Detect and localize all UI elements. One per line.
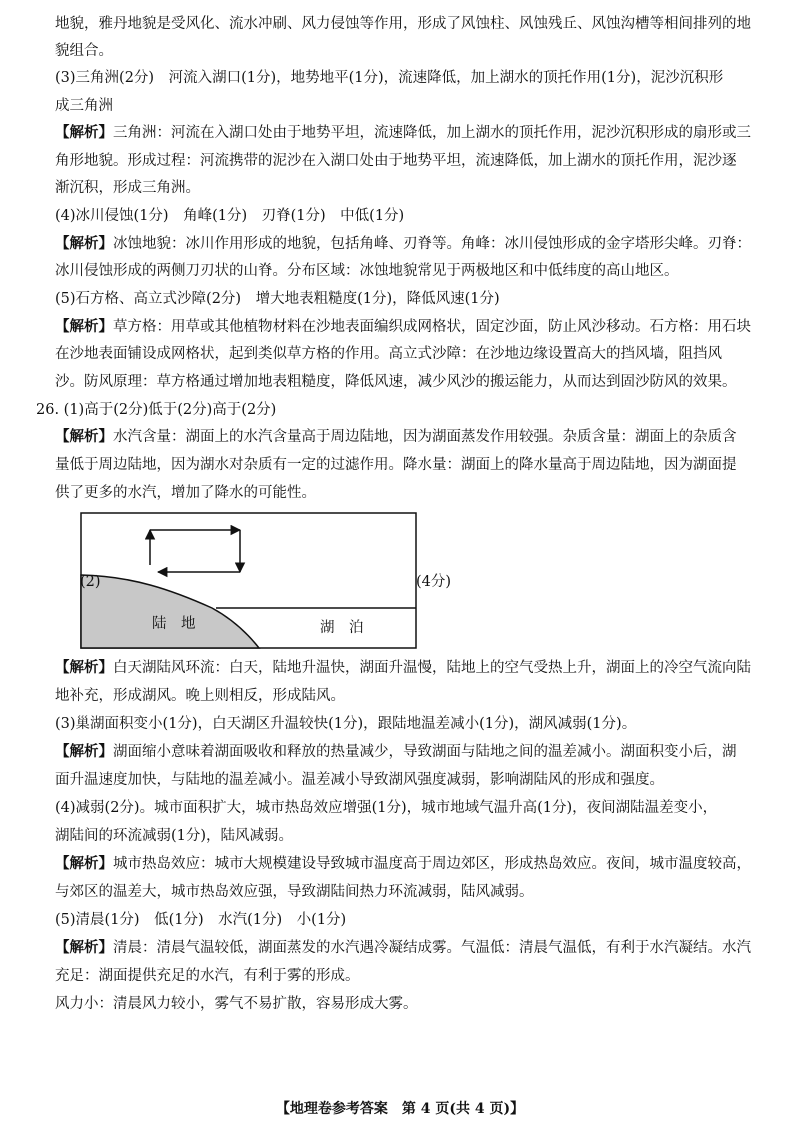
answer-line: (3)巢湖面积变小(1分)，白天湖区升温较快(1分)，跟陆地温差减小(1分)，湖风减弱(1分)。 <box>55 716 637 732</box>
text-line: 渐沉积，形成三角洲。 <box>55 180 200 196</box>
text-line: 面升温速度加快，与陆地的温差减小。温差减小导致湖风强度减弱，影响湖陆风的形成和强度。 <box>55 772 664 788</box>
answer-line: (4)减弱(2分)。城市面积扩大，城市热岛效应增强(1分)，城市地域气温升高(1分)，夜间湖陆温差变小， <box>55 800 718 816</box>
land-shape <box>81 575 259 648</box>
analysis-line: 【解析】冰蚀地貌：冰川作用形成的地貌，包括角峰、刃脊等。角峰：冰川侵蚀形成的金字塔形尖峰。刃脊： <box>55 235 751 252</box>
analysis-label: 【解析】 <box>55 855 113 872</box>
diagram-svg <box>52 512 472 652</box>
text-line: 量低于周边陆地，因为湖水对杂质有一定的过滤作用。降水量：湖面上的降水量高于周边陆地，因为湖面提 <box>55 457 737 473</box>
text-line: 充足：湖面提供充足的水汽，有利于雾的形成。 <box>55 968 360 984</box>
analysis-line: 【解析】湖面缩小意味着湖面吸收和释放的热量减少，导致湖面与陆地之间的温差减小。湖面积变小后，湖 <box>55 743 737 760</box>
analysis-line: 【解析】三角洲：河流在入湖口处由于地势平坦，流速降低，加上湖水的顶托作用，泥沙沉积形成的扇形或三 <box>55 124 751 141</box>
answer-line: 成三角洲 <box>55 98 113 114</box>
lake-label: 湖 泊 <box>320 620 364 636</box>
text-line: 沙。防风原理：草方格通过增加地表粗糙度，降低风速，减少风沙的搬运能力，从而达到固沙防风的效果。 <box>55 374 737 390</box>
text-line: 地补充，形成湖风。晚上则相反，形成陆风。 <box>55 688 345 704</box>
text-line: 地貌，雅丹地貌是受风化、流水冲刷、风力侵蚀等作用，形成了风蚀柱、风蚀残丘、风蚀沟槽等相间排列的地 <box>55 16 751 32</box>
answer-line: (4)冰川侵蚀(1分) 角峰(1分) 刃脊(1分) 中低(1分) <box>55 208 405 224</box>
score-label: (4分) <box>416 574 452 590</box>
text-line: 冰川侵蚀形成的两侧刀刃状的山脊。分布区域：冰蚀地貌常见于两极地区和中低纬度的高山地区。 <box>55 263 679 279</box>
text-line: 湖陆间的环流减弱(1分)，陆风减弱。 <box>55 828 294 844</box>
analysis-label: 【解析】 <box>55 428 113 445</box>
analysis-label: 【解析】 <box>55 659 113 676</box>
text-line: 与郊区的温差大，城市热岛效应强，导致湖陆间热力环流减弱，陆风减弱。 <box>55 884 534 900</box>
answer-line: (5)清晨(1分) 低(1分) 水汽(1分) 小(1分) <box>55 912 347 928</box>
analysis-label: 【解析】 <box>55 318 113 335</box>
analysis-label: 【解析】 <box>55 235 113 252</box>
page-footer: 【地理卷参考答案 第 4 页(共 4 页)】 <box>275 1101 525 1117</box>
answer-line: (5)石方格、高立式沙障(2分) 增大地表粗糙度(1分)，降低风速(1分) <box>55 291 500 307</box>
analysis-line: 【解析】草方格：用草或其他植物材料在沙地表面编织成网格状，固定沙面，防止风沙移动。石方格：用石块 <box>55 318 751 335</box>
analysis-line: 【解析】水汽含量：湖面上的水汽含量高于周边陆地，因为湖面蒸发作用较强。杂质含量：湖面上的杂质含 <box>55 428 737 445</box>
text-line: 角形地貌。形成过程：河流携带的泥沙在入湖口处由于地势平坦，流速降低，加上湖水的顶托作用，泥沙逐 <box>55 153 737 169</box>
text-line: 风力小：清晨风力较小，雾气不易扩散，容易形成大雾。 <box>55 996 418 1012</box>
text-line: 供了更多的水汽，增加了降水的可能性。 <box>55 485 316 501</box>
lake-breeze-diagram <box>52 512 472 652</box>
question-2-label: (2) <box>80 574 101 590</box>
analysis-label: 【解析】 <box>55 743 113 760</box>
analysis-line: 【解析】清晨：清晨气温较低，湖面蒸发的水汽遇冷凝结成雾。气温低：清晨气温低，有利于水汽凝结。水汽 <box>55 939 751 956</box>
analysis-label: 【解析】 <box>55 124 113 141</box>
analysis-line: 【解析】白天湖陆风环流：白天，陆地升温快，湖面升温慢，陆地上的空气受热上升，湖面上的冷空气流向陆 <box>55 659 751 676</box>
analysis-line: 【解析】城市热岛效应：城市大规模建设导致城市温度高于周边郊区，形成热岛效应。夜间，城市温度较高， <box>55 855 751 872</box>
text-line: 在沙地表面铺设成网格状，起到类似草方格的作用。高立式沙障：在沙地边缘设置高大的挡风墙，阻挡风 <box>55 346 722 362</box>
answer-line: (3)三角洲(2分) 河流入湖口(1分)，地势地平(1分)，流速降低，加上湖水的顶托作用(1分)，泥沙沉积形 <box>55 70 724 86</box>
analysis-label: 【解析】 <box>55 939 113 956</box>
question-26-answer: 26. (1)高于(2分)低于(2分)高于(2分) <box>36 402 277 418</box>
land-label: 陆 地 <box>152 616 196 632</box>
text-line: 貌组合。 <box>55 43 113 59</box>
